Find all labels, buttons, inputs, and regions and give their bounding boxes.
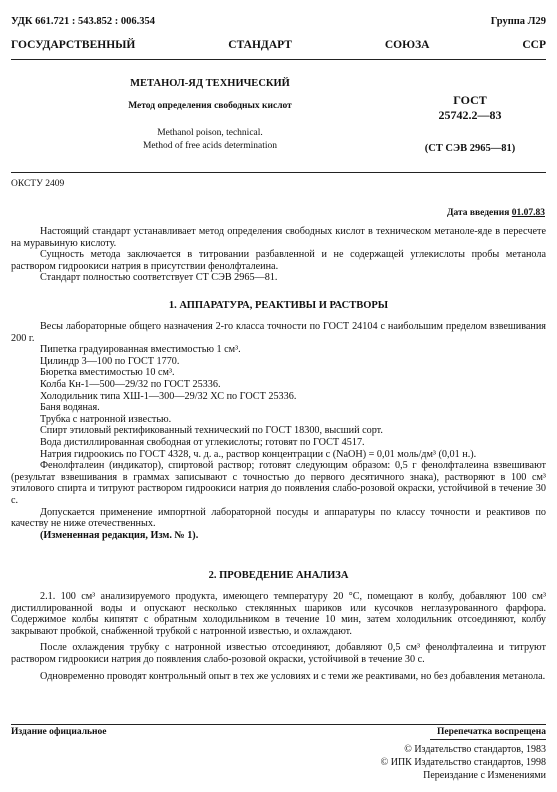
footer-rule xyxy=(11,724,546,725)
list-item: Холодильник типа ХШ-1—300—29/32 ХС по ГОСТ 25336. xyxy=(40,390,297,402)
list-item: Весы лабораторные общего назначения 2-го класса точности по ГОСТ 24104 с наибольшим пределом взвешивания 200 г. xyxy=(11,321,546,344)
intro-paragraph: Стандарт полностью соответствует СТ СЭВ 2965—81. xyxy=(40,272,278,284)
header-rule xyxy=(11,59,546,60)
introduction-date xyxy=(447,208,545,218)
footer-right-rule xyxy=(430,739,546,740)
copyright-line: © Издательство стандартов, 1983 xyxy=(404,744,546,755)
copyright-line: © ИПК Издательство стандартов, 1998 xyxy=(380,757,546,768)
intro-section xyxy=(11,226,546,284)
list-item: Фенолфталеин (индикатор), спиртовой раствор; готовят следующим образом: 0,5 г фенолфталеина взвешивают (результат взвешивания в граммах записывают с точностью до первого десятичного знака), растворяют в 100 см³ этилового спирта и титруют раствором гидроокиси натрия до появления слабо-розовой окраски, устойчивой в течение 30 с. xyxy=(11,460,546,506)
gost-code: 25742.2—83 xyxy=(438,108,502,122)
section-2-paragraph: После охлаждения трубку с натронной известью отсоединяют, добавляют 0,5 см³ фенолфталеина и титруют раствором гидроокиси натрия до появления слабо-розовой окраски, устойчивой в течение 30 с. xyxy=(11,642,546,665)
english-title xyxy=(90,127,330,153)
reissue-note: Переиздание с Изменениями xyxy=(423,770,546,781)
reprint-prohibited-label: Перепечатка воспрещена xyxy=(436,727,546,737)
list-item: Баня водяная. xyxy=(40,402,100,414)
gost-number xyxy=(420,93,520,123)
english-title-line: Method of free acids determination xyxy=(142,141,277,151)
group-code: Группа Л29 xyxy=(490,16,546,27)
title-rule xyxy=(11,172,546,173)
introduction-date-label: Дата введения xyxy=(446,208,510,218)
list-item: Колба Кн-1—500—29/32 по ГОСТ 25336. xyxy=(40,378,221,390)
section-1-heading: 1. АППАРАТУРА, РЕАКТИВЫ И РАСТВОРЫ xyxy=(168,300,389,311)
section-2-body xyxy=(11,591,546,682)
gost-label: ГОСТ xyxy=(453,93,487,107)
section-2-paragraph: 2.1. 100 см³ анализируемого продукта, имеющего температуру 20 °С, помещают в колбу, добавляют 100 см³ дистиллированной воды и опускают несколько стеклянных шариков или кусочков неглазурованного фарфора. Содержимое колбы кипятят с обратным холодильником в течение 10 мин, затем холодильник отсоединяют, колбу закрывают пробкой, снабженной трубкой с натронной известью, и охлаждают. xyxy=(11,591,546,637)
introduction-date-value: 01.07.83 xyxy=(511,208,545,218)
list-item: Пипетка градуированная вместимостью 1 см³. xyxy=(40,344,241,356)
document-subtitle: Метод определения свободных кислот xyxy=(128,101,292,111)
st-sev-reference: (СТ СЭВ 2965—81) xyxy=(424,143,516,154)
list-item: Вода дистиллированная свободная от углекислоты; готовят по ГОСТ 4517. xyxy=(40,436,365,448)
section-2-paragraph: Одновременно проводят контрольный опыт в тех же условиях и с теми же реактивами, но без добавления метанола. xyxy=(40,670,546,682)
banner-word: СОЮЗА xyxy=(384,39,430,51)
list-item: Спирт этиловый ректификованный технический по ГОСТ 18300, высший сорт. xyxy=(40,425,383,437)
intro-paragraph: Настоящий стандарт устанавливает метод определения свободных кислот в техническом метаноле-яде в пересчете на муравьиную кислоту. xyxy=(11,226,546,249)
list-item: Бюретка вместимостью 10 см³. xyxy=(40,367,175,379)
list-item: Трубка с натронной известью. xyxy=(40,413,172,425)
document-title: МЕТАНОЛ-ЯД ТЕХНИЧЕСКИЙ xyxy=(130,78,290,89)
official-edition-label: Издание официальное xyxy=(11,727,107,737)
section-2-heading: 2. ПРОВЕДЕНИЕ АНАЛИЗА xyxy=(208,570,349,581)
section-1-list xyxy=(11,321,546,541)
english-title-line: Methanol poison, technical. xyxy=(157,128,263,138)
list-item: Допускается применение импортной лабораторной посуды и аппаратуры по классу точности и реактивов по качеству не ниже отечественных. xyxy=(11,506,546,530)
banner-word: ССР xyxy=(522,39,546,51)
intro-paragraph: Сущность метода заключается в титровании разбавленной и не содержащей углекислоты пробы метанола раствором гидроокиси натрия в присутствии фенолфталеина. xyxy=(11,249,546,272)
udk-code: УДК 661.721 : 543.852 : 006.354 xyxy=(11,16,155,27)
list-item: Цилиндр 3—100 по ГОСТ 1770. xyxy=(40,355,180,367)
banner-word: ГОСУДАРСТВЕННЫЙ xyxy=(11,39,136,51)
standard-banner xyxy=(11,39,546,51)
list-item: Натрия гидроокись по ГОСТ 4328, ч. д. а., раствор концентрации c (NaOH) = 0,01 моль/дм³ (0,01 н.). xyxy=(40,448,477,460)
banner-word: СТАНДАРТ xyxy=(228,39,292,51)
okstu-code: ОКСТУ 2409 xyxy=(11,179,65,189)
edition-note: (Измененная редакция, Изм. № 1). xyxy=(40,529,199,541)
